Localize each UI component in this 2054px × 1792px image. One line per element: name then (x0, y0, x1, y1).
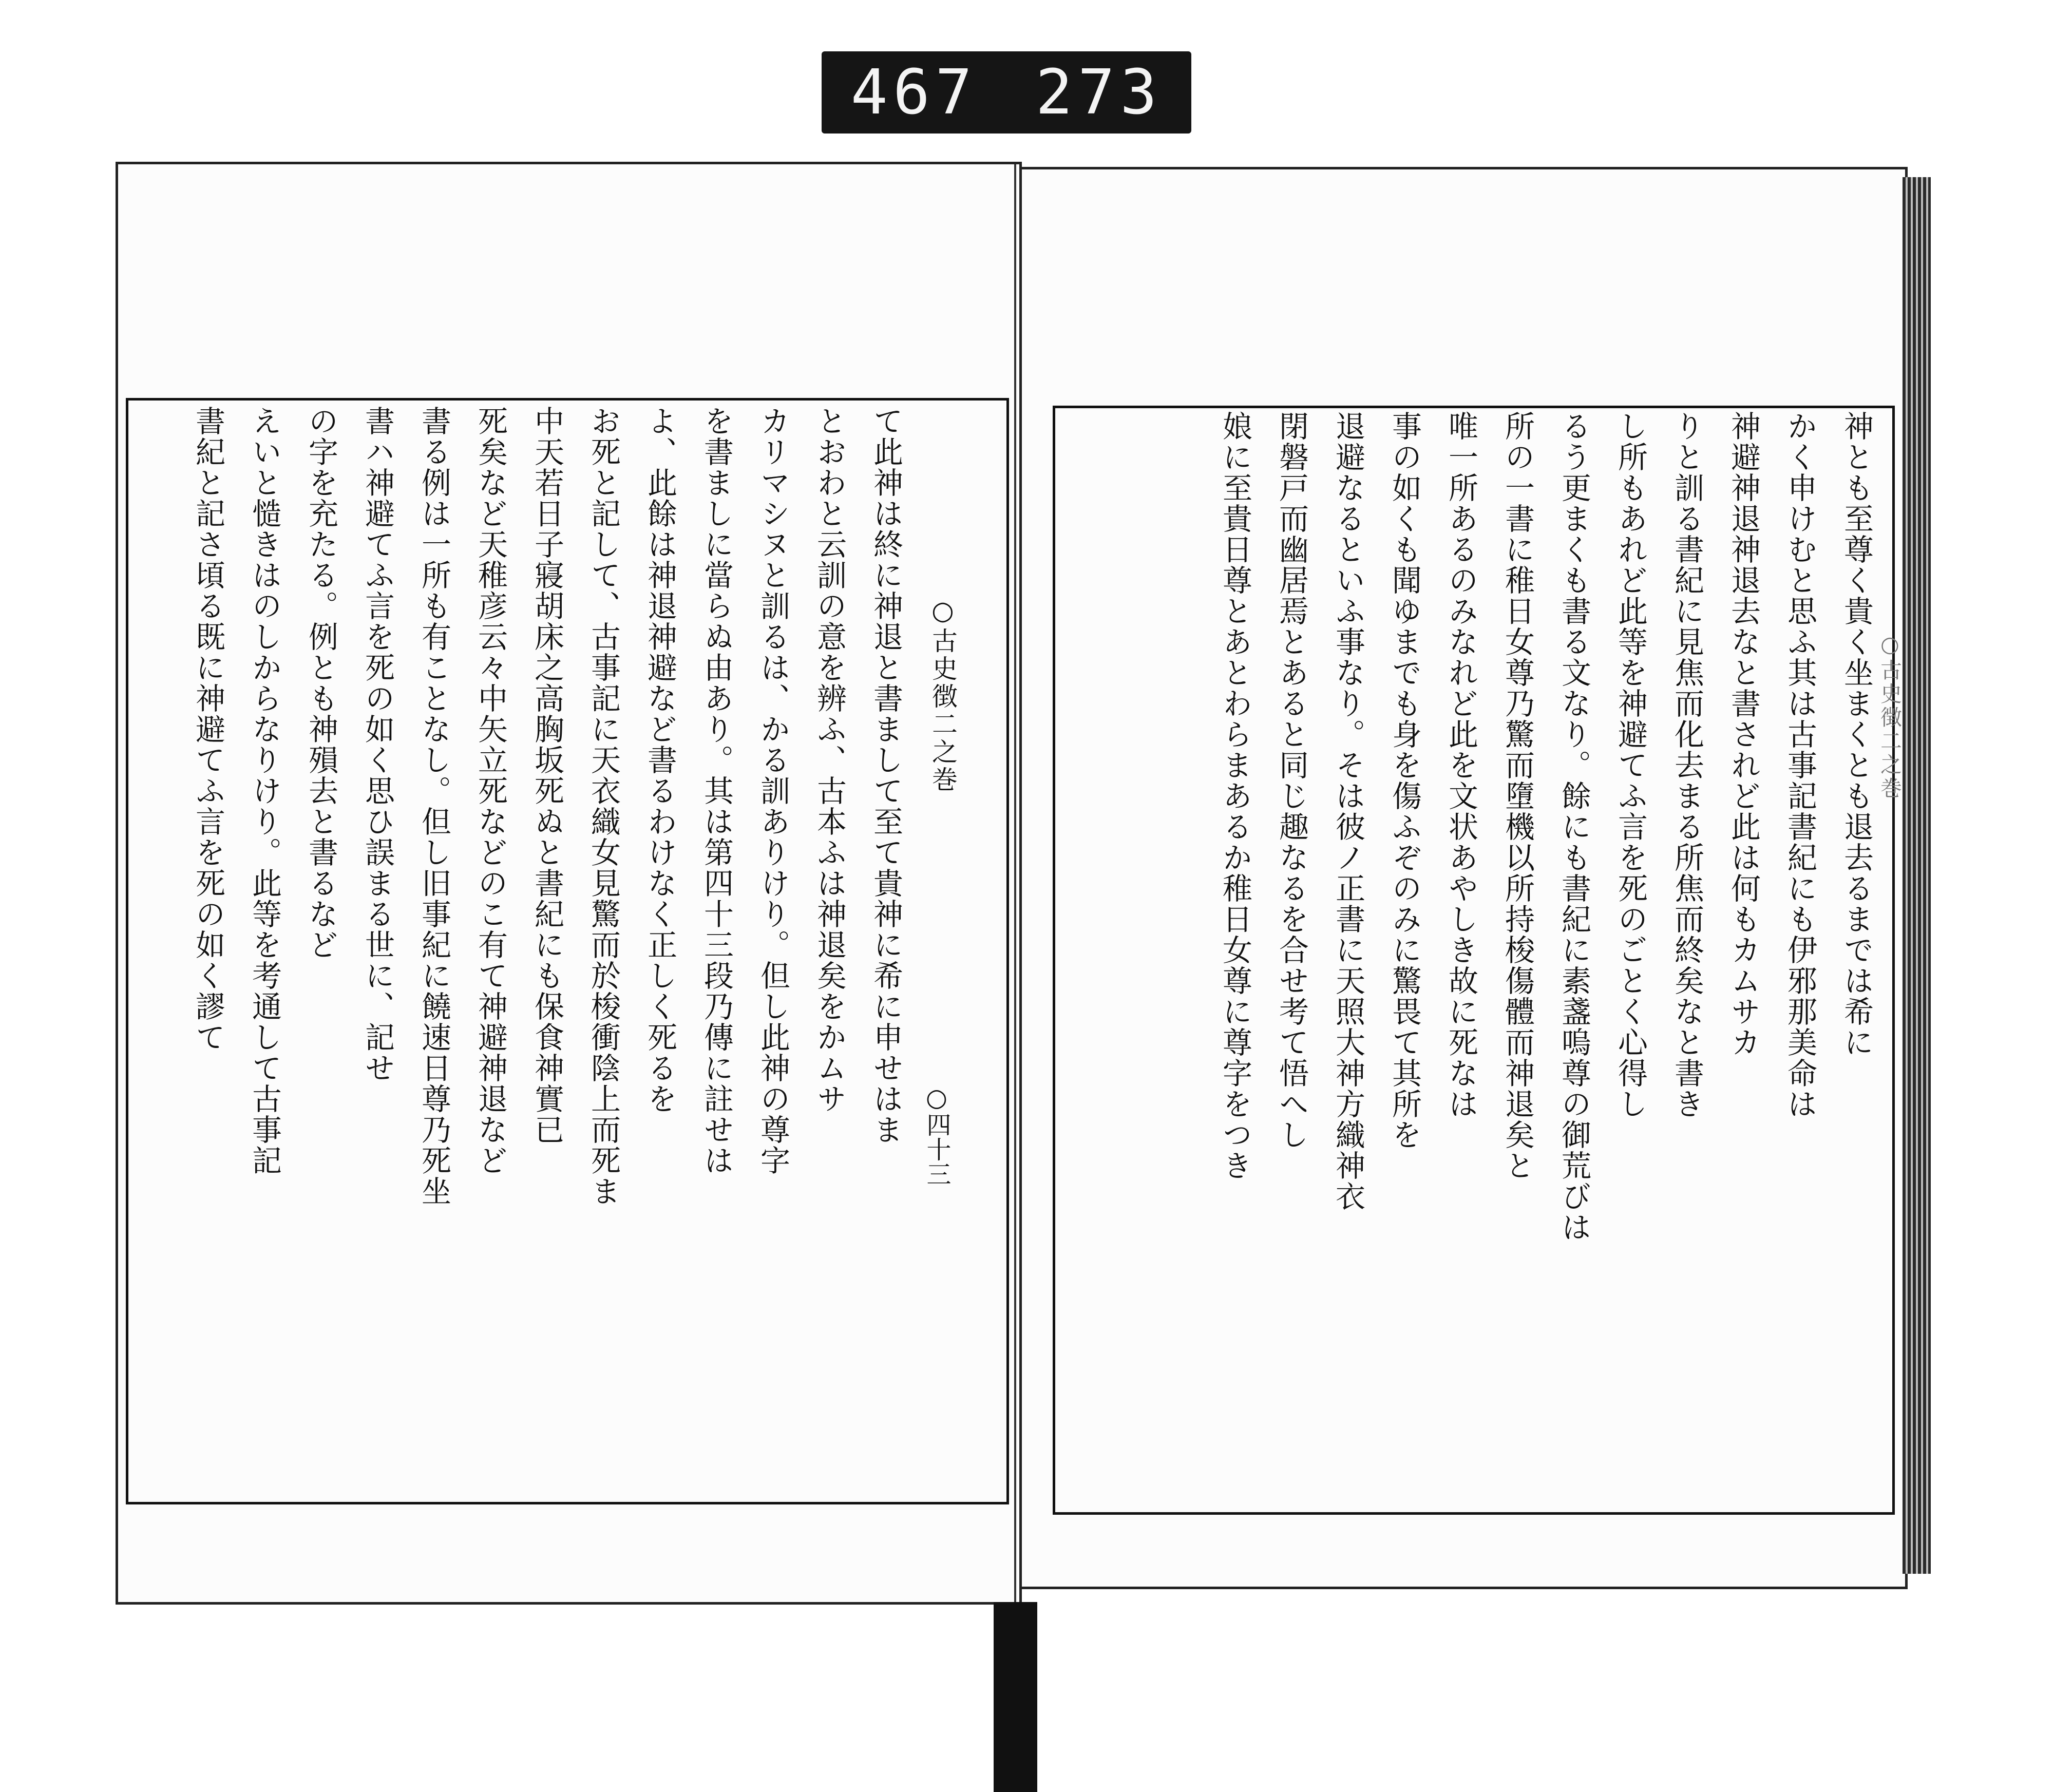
text-column: 神避神退神退去なと書されど此は何もカムサカ (1726, 411, 1761, 1058)
text-column: 娘に至貴日尊とあとわらまあるか稚日女尊に尊字をつき (1218, 411, 1252, 1181)
left-page-text (134, 406, 914, 1494)
text-column: 神とも至尊く貴く坐まくとも退去るまでは希に (1839, 411, 1874, 1058)
spine-block (994, 1602, 1037, 1792)
text-column: 死矣など天稚彦云々中矢立死などのこ有て神避神退など (473, 406, 508, 1176)
call-number-left: 467 (850, 56, 978, 128)
call-number-label (822, 51, 1191, 134)
text-column: カリマシヌと訓るは、かる訓ありけり。但し此神の尊字 (755, 406, 790, 1176)
spine-line (1014, 164, 1016, 1602)
text-column: お死と記して、古事記に天衣織女見驚而於梭衝陰上而死ま (586, 406, 621, 1207)
text-column: し所もあれど此等を神避てふ言を死のごとく心得し (1613, 411, 1648, 1119)
text-column: を書ましに當らぬ由あり。其は第四十三段乃傳に註せは (699, 406, 734, 1176)
text-column: るう更まくも書る文なり。餘にも書紀に素盞嗚尊の御荒びは (1556, 411, 1591, 1243)
text-column: よ、此餘は神退神避など書るわけなく正しく死るを (642, 406, 677, 1114)
text-column: 書ハ神避てふ言を死の如く思ひ誤まる世に、記せ (360, 406, 395, 1083)
text-column: 唯一所あるのみなれど此を文状あやしき故に死なは (1443, 411, 1478, 1119)
left-margin-title: ○古史徴二之巻 (928, 596, 958, 794)
text-column: えいと慥きはのしからなりけり。此等を考通して古事記 (247, 406, 282, 1176)
right-margin-title: ○古史徴二之巻 (1877, 632, 1903, 800)
text-column: 退避なるといふ事なり。そは彼ノ正書に天照大神方織神衣 (1330, 411, 1365, 1212)
text-column: て此神は終に神退と書まして至て貴神に希に申せはま (868, 406, 903, 1145)
text-column: 所の一書に稚日女尊乃驚而墮機以所持梭傷體而神退矣と (1500, 411, 1535, 1181)
text-column: 中天若日子寢胡床之高胸坂死ぬと書紀にも保食神實已 (529, 406, 564, 1145)
right-page-text (1063, 411, 1885, 1504)
text-column: の字を充たる。例とも神殞去と書るなど (303, 406, 338, 960)
left-page-number: ○四十三 (922, 1083, 951, 1186)
page-edges (1903, 177, 1931, 1574)
text-column: 閉磐戸而幽居焉とあると同じ趣なるを合せ考て悟へし (1274, 411, 1309, 1150)
text-column: 書紀と記さ頃る既に神避てふ言を死の如く謬て (191, 406, 225, 1053)
text-column: りと訓る書紀に見焦而化去まる所焦而終矣なと書き (1669, 411, 1704, 1119)
text-column: かく申けむと思ふ其は古事記書紀にも伊邪那美命は (1782, 411, 1817, 1119)
text-column: 書る例は一所も有ことなし。但し旧事紀に饒速日尊乃死坐 (416, 406, 451, 1207)
call-number-right: 273 (1035, 56, 1163, 128)
text-column: とおわと云訓の意を辨ふ、古本ふは神退矣をかムサ (812, 406, 847, 1114)
text-column: 事の如くも聞ゆまでも身を傷ふぞのみに驚畏て其所を (1387, 411, 1422, 1150)
